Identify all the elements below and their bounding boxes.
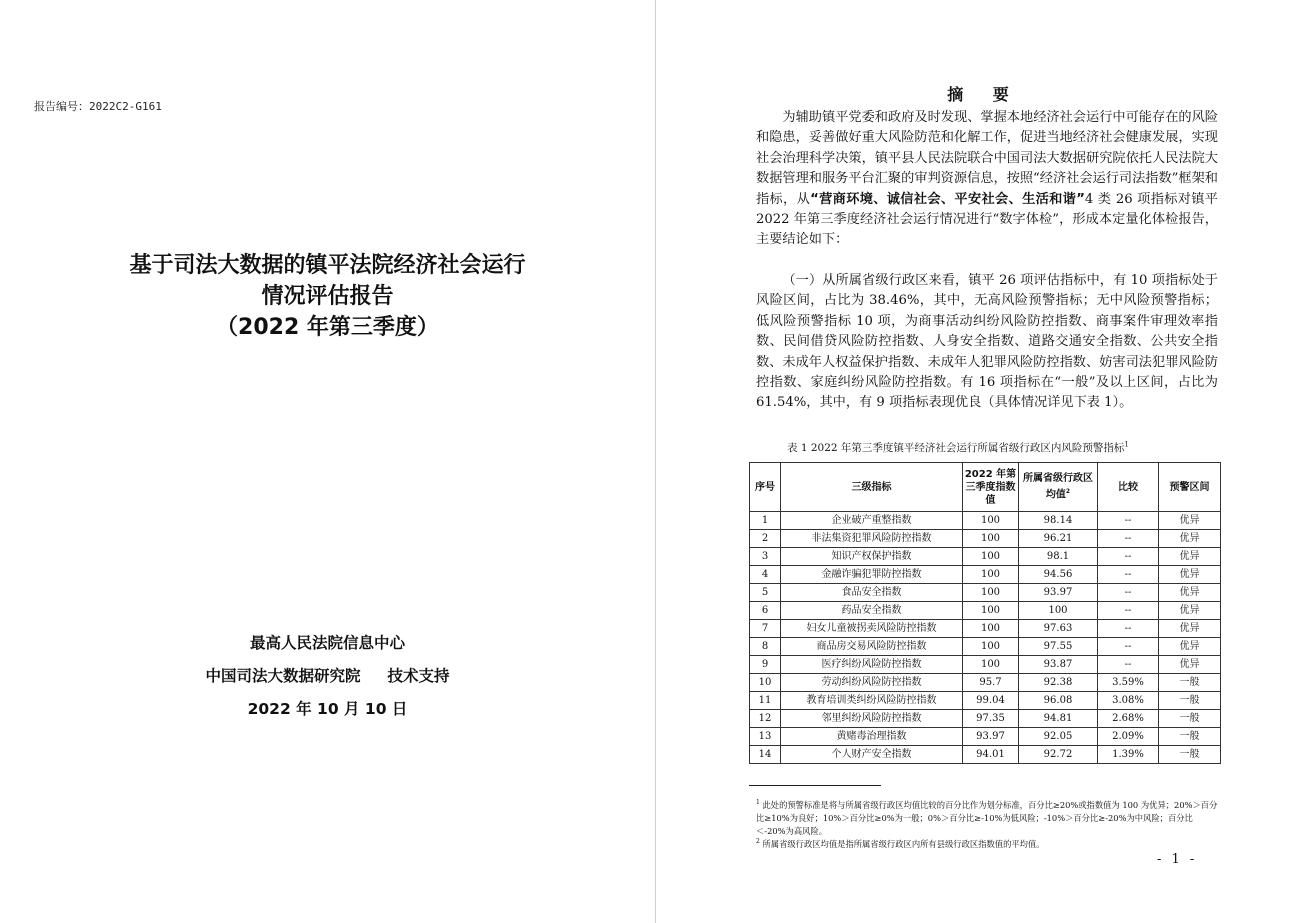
province-average: 98.14 bbox=[1019, 512, 1098, 530]
comparison: 1.39% bbox=[1098, 746, 1159, 764]
paragraph-1-bold: “营商环境、诚信社会、平安社会、生活和谐” bbox=[810, 191, 1085, 207]
indicator-name: 食品安全指数 bbox=[781, 584, 963, 602]
header-compare: 比较 bbox=[1098, 463, 1159, 512]
index-value: 100 bbox=[963, 566, 1019, 584]
indicator-name: 黄赌毒治理指数 bbox=[781, 728, 963, 746]
table-row bbox=[750, 692, 1221, 710]
warning-zone: 优异 bbox=[1159, 602, 1221, 620]
table-row bbox=[750, 710, 1221, 728]
table-row bbox=[750, 602, 1221, 620]
report-date: 2022 年 10 月 10 日 bbox=[247, 700, 408, 718]
table-row bbox=[750, 728, 1221, 746]
summary-paragraph-1 bbox=[756, 108, 1218, 251]
warning-zone: 优异 bbox=[1159, 584, 1221, 602]
footnote-1-mark: 1 bbox=[756, 799, 760, 806]
row-number: 14 bbox=[750, 746, 781, 764]
indicator-name: 商品房交易风险防控指数 bbox=[781, 638, 963, 656]
footnote-ref-1: 1 bbox=[1124, 440, 1129, 449]
title-line-2: 情况评估报告 bbox=[261, 284, 394, 309]
warning-zone: 一般 bbox=[1159, 728, 1221, 746]
province-average: 96.21 bbox=[1019, 530, 1098, 548]
issuer-line-2: 中国司法大数据研究院 技术支持 bbox=[205, 667, 450, 685]
table-row bbox=[750, 584, 1221, 602]
province-average: 98.1 bbox=[1019, 548, 1098, 566]
indicator-name: 妇女儿童被拐卖风险防控指数 bbox=[781, 620, 963, 638]
province-average: 97.63 bbox=[1019, 620, 1098, 638]
paragraph-1-text-a: 为辅助镇平党委和政府及时发现、掌握本地经济社会运行中可能存在的风险和隐患，妥善做好重大风险防范和化解工作，促进当地经济社会健康发展，实现社会治理科学决策，镇平县人民法院联合中国司法大数据研究院依托人民法院大数据管理和服务平台汇聚的审判资源信息，按照“经济社会运行司法指数”框架和指标，从 bbox=[756, 110, 1218, 207]
indicator-name: 企业破产重整指数 bbox=[781, 512, 963, 530]
warning-zone: 一般 bbox=[1159, 674, 1221, 692]
table-row bbox=[750, 548, 1221, 566]
comparison: -- bbox=[1098, 566, 1159, 584]
indicator-name: 教育培训类纠纷风险防控指数 bbox=[781, 692, 963, 710]
warning-zone: 优异 bbox=[1159, 530, 1221, 548]
index-value: 99.04 bbox=[963, 692, 1019, 710]
header-avg-text: 所属省级行政区均值 bbox=[1023, 473, 1093, 501]
warning-zone: 一般 bbox=[1159, 746, 1221, 764]
table-row bbox=[750, 638, 1221, 656]
row-number: 6 bbox=[750, 602, 781, 620]
comparison: 2.68% bbox=[1098, 710, 1159, 728]
header-value: 2022 年第三季度指数值 bbox=[963, 463, 1019, 512]
table-row bbox=[750, 512, 1221, 530]
summary-paragraph-2: （一）从所属省级行政区来看，镇平 26 项评估指标中，有 10 项指标处于风险区间，占比为 38.46%，其中，无高风险预警指标；无中风险预警指标；低风险预警指标 10 项，为商事活动纠纷风险防控指数、商事案件审理效率指数、民间借贷风险防控指数、人身安全指数、道路交通安全指数、公共安全指数、未成年人权益保护指数、未成年人犯罪风险防控指数、妨害司法犯罪风险防控指数、家庭纠纷风险防控指数。有 16 项指标在“一般”及以上区间，占比为 61.54%，其中，有 9 项指标表现优良（具体情况详见下表 1）。 bbox=[756, 273, 1218, 411]
comparison: 2.09% bbox=[1098, 728, 1159, 746]
summary-page bbox=[657, 0, 1311, 923]
header-indicator: 三级指标 bbox=[781, 463, 963, 512]
warning-zone: 一般 bbox=[1159, 710, 1221, 728]
row-number: 10 bbox=[750, 674, 781, 692]
risk-indicator-table bbox=[749, 462, 1221, 764]
indicator-name: 劳动纠纷风险防控指数 bbox=[781, 674, 963, 692]
province-average: 94.81 bbox=[1019, 710, 1098, 728]
warning-zone: 优异 bbox=[1159, 512, 1221, 530]
comparison: 3.59% bbox=[1098, 674, 1159, 692]
index-value: 100 bbox=[963, 584, 1019, 602]
footnote-2-text: 所属省级行政区均值是指所属省级行政区内所有县级行政区指数值的平均值。 bbox=[762, 838, 1045, 849]
header-zone: 预警区间 bbox=[1159, 463, 1221, 512]
comparison: -- bbox=[1098, 584, 1159, 602]
index-value: 100 bbox=[963, 530, 1019, 548]
cover-page bbox=[0, 0, 655, 923]
indicator-name: 非法集资犯罪风险防控指数 bbox=[781, 530, 963, 548]
province-average: 97.55 bbox=[1019, 638, 1098, 656]
summary-heading: 摘 要 bbox=[947, 85, 1021, 104]
row-number: 3 bbox=[750, 548, 781, 566]
footnote-rule bbox=[749, 785, 881, 786]
table-row bbox=[750, 530, 1221, 548]
warning-zone: 优异 bbox=[1159, 656, 1221, 674]
row-number: 4 bbox=[750, 566, 781, 584]
footnote-ref-2: 2 bbox=[1065, 488, 1071, 496]
table-row bbox=[750, 746, 1221, 764]
row-number: 11 bbox=[750, 692, 781, 710]
province-average: 92.72 bbox=[1019, 746, 1098, 764]
index-value: 100 bbox=[963, 638, 1019, 656]
province-average: 93.87 bbox=[1019, 656, 1098, 674]
indicator-name: 个人财产安全指数 bbox=[781, 746, 963, 764]
index-value: 100 bbox=[963, 512, 1019, 530]
header-avg bbox=[1019, 463, 1098, 512]
table-caption-text: 表 1 2022 年第三季度镇平经济社会运行所属省级行政区内风险预警指标 bbox=[787, 442, 1125, 454]
row-number: 1 bbox=[750, 512, 781, 530]
row-number: 7 bbox=[750, 620, 781, 638]
comparison: -- bbox=[1098, 602, 1159, 620]
indicator-name: 知识产权保护指数 bbox=[781, 548, 963, 566]
row-number: 2 bbox=[750, 530, 781, 548]
comparison: -- bbox=[1098, 530, 1159, 548]
row-number: 9 bbox=[750, 656, 781, 674]
province-average: 92.05 bbox=[1019, 728, 1098, 746]
row-number: 13 bbox=[750, 728, 781, 746]
index-value: 94.01 bbox=[963, 746, 1019, 764]
warning-zone: 优异 bbox=[1159, 548, 1221, 566]
comparison: -- bbox=[1098, 512, 1159, 530]
page-number: - 1 - bbox=[1157, 852, 1198, 867]
province-average: 93.97 bbox=[1019, 584, 1098, 602]
warning-zone: 优异 bbox=[1159, 620, 1221, 638]
issuer-line-1: 最高人民法院信息中心 bbox=[249, 634, 405, 652]
index-value: 97.35 bbox=[963, 710, 1019, 728]
header-seq: 序号 bbox=[750, 463, 781, 512]
comparison: -- bbox=[1098, 638, 1159, 656]
issuer-block bbox=[40, 630, 615, 729]
report-number: 报告编号：2022C2-G161 bbox=[34, 100, 162, 113]
table-row bbox=[750, 566, 1221, 584]
table-row bbox=[750, 620, 1221, 638]
footnote-2-mark: 2 bbox=[756, 838, 760, 845]
report-title bbox=[40, 250, 615, 343]
comparison: -- bbox=[1098, 620, 1159, 638]
indicator-name: 医疗纠纷风险防控指数 bbox=[781, 656, 963, 674]
index-value: 100 bbox=[963, 656, 1019, 674]
title-line-1: 基于司法大数据的镇平法院经济社会运行 bbox=[129, 253, 526, 278]
indicator-name: 邻里纠纷风险防控指数 bbox=[781, 710, 963, 728]
warning-zone: 优异 bbox=[1159, 638, 1221, 656]
index-value: 95.7 bbox=[963, 674, 1019, 692]
title-line-3: （2022 年第三季度） bbox=[216, 315, 439, 340]
footnote-2 bbox=[756, 835, 1218, 851]
warning-zone: 一般 bbox=[1159, 692, 1221, 710]
province-average: 92.38 bbox=[1019, 674, 1098, 692]
table-body bbox=[750, 512, 1221, 764]
warning-zone: 优异 bbox=[1159, 566, 1221, 584]
table-caption bbox=[787, 440, 1129, 455]
comparison: -- bbox=[1098, 548, 1159, 566]
row-number: 12 bbox=[750, 710, 781, 728]
index-value: 100 bbox=[963, 548, 1019, 566]
row-number: 8 bbox=[750, 638, 781, 656]
comparison: 3.08% bbox=[1098, 692, 1159, 710]
footnote-1 bbox=[756, 796, 1218, 838]
province-average: 96.08 bbox=[1019, 692, 1098, 710]
footnote-1-text: 此处的预警标准是将与所属省级行政区均值比较的百分比作为划分标准，百分比≥20%或指数值为 100 为优异；20%＞百分比≥10%为良好；10%＞百分比≥0%为一般；0%＞百分比≥-10%为低风险；-10%＞百分比≥-20%为中风险；百分比＜-20%为高风险。 bbox=[756, 799, 1218, 836]
index-value: 100 bbox=[963, 602, 1019, 620]
index-value: 100 bbox=[963, 620, 1019, 638]
province-average: 94.56 bbox=[1019, 566, 1098, 584]
indicator-name: 药品安全指数 bbox=[781, 602, 963, 620]
table-header-row bbox=[750, 463, 1221, 512]
row-number: 5 bbox=[750, 584, 781, 602]
province-average: 100 bbox=[1019, 602, 1098, 620]
page-divider bbox=[655, 0, 656, 923]
paragraph-1-text-b: 4 类 26 项指标对镇平 2022 年第三季度经济社会运行情况进行“数字体检”，形成本定量化体检报告，主要结论如下： bbox=[756, 191, 1218, 248]
table-row bbox=[750, 656, 1221, 674]
table-row bbox=[750, 674, 1221, 692]
indicator-name: 金融诈骗犯罪防控指数 bbox=[781, 566, 963, 584]
comparison: -- bbox=[1098, 656, 1159, 674]
index-value: 93.97 bbox=[963, 728, 1019, 746]
